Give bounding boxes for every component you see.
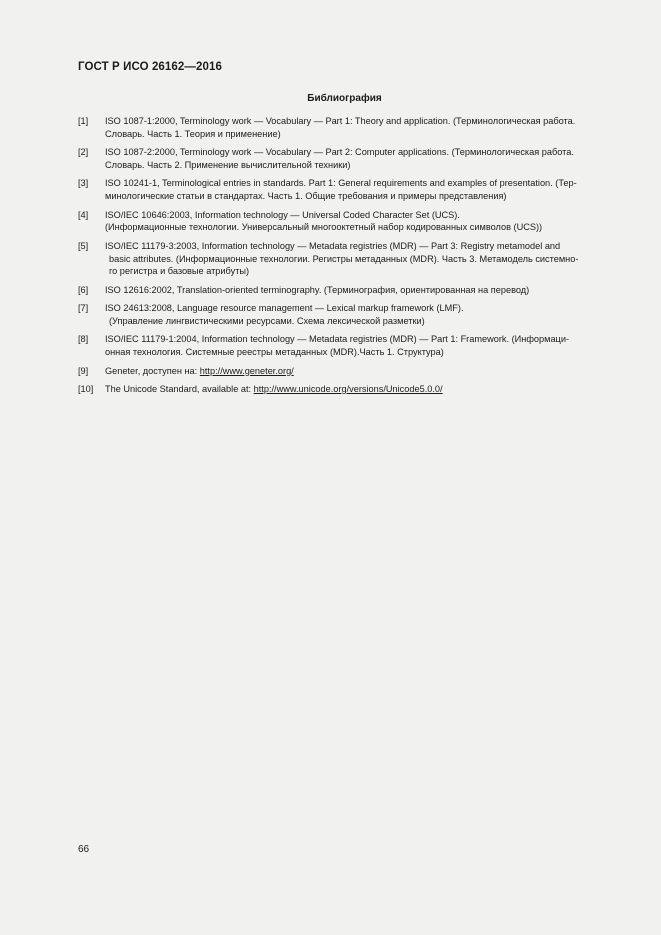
entry-text bbox=[105, 383, 618, 396]
entry-line: ISO 24613:2008, Language resource management — Lexical markup framework (LMF). bbox=[105, 303, 464, 314]
entry-line: ISO/IEC 11179-1:2004, Information technology — Metadata registries (MDR) — Part 1: Framework. (Информаци- bbox=[105, 334, 570, 345]
entry-number: [5] bbox=[78, 240, 89, 251]
entry-line: ISO 1087-2:2000, Terminology work — Vocabulary — Part 2: Computer applications. (Терминологическая работа. bbox=[105, 147, 574, 158]
entry-prefix: Geneter, доступен на: bbox=[105, 365, 200, 376]
entry-number: [1] bbox=[78, 116, 89, 126]
geneter-link[interactable]: http://www.geneter.org/ bbox=[199, 365, 294, 376]
bibliography-entry bbox=[78, 302, 618, 328]
entry-text bbox=[105, 284, 618, 297]
entry-line: (Информационные технологии. Универсальный многооктетный набор кодированных символов (UCS)) bbox=[105, 222, 543, 233]
bibliography-entry bbox=[78, 115, 618, 141]
bibliography-list bbox=[78, 115, 618, 401]
entry-text bbox=[105, 177, 618, 203]
entry-line: ISO 12616:2002, Translation-oriented terminography. (Терминография, ориентированная на перевод) bbox=[105, 284, 530, 295]
entry-number: [4] bbox=[78, 209, 89, 220]
entry-number: [2] bbox=[78, 147, 89, 158]
entry-number: [7] bbox=[78, 303, 89, 314]
bibliography-entry bbox=[78, 365, 618, 378]
unicode-link[interactable]: http://www.unicode.org/versions/Unicode5.0.0/ bbox=[253, 383, 443, 394]
entry-line: минологические статьи в стандартах. Часть 1. Общие требования и примеры представления) bbox=[105, 191, 507, 202]
entry-line: Словарь. Часть 1. Теория и применение) bbox=[105, 128, 281, 139]
entry-line: ISO 10241-1, Terminological entries in standards. Part 1: General requirements and examples of presentation. (Тер- bbox=[105, 178, 577, 189]
entry-number: [8] bbox=[78, 334, 89, 345]
entry-text bbox=[105, 240, 618, 278]
entry-number: [10] bbox=[78, 383, 94, 394]
entry-text bbox=[105, 146, 618, 172]
bibliography-entry bbox=[78, 209, 618, 235]
entry-text bbox=[105, 333, 618, 359]
entry-line: basic attributes. (Информационные технологии. Регистры метаданных (MDR). Часть 3. Метамодель системно- bbox=[109, 253, 579, 264]
entry-number: [9] bbox=[78, 365, 89, 376]
entry-line: ISO/IEC 11179-3:2003, Information technology — Metadata registries (MDR) — Part 3: Registry metamodel and bbox=[105, 240, 561, 251]
page-number: 66 bbox=[78, 844, 90, 855]
entry-text bbox=[105, 365, 618, 378]
bibliography-entry bbox=[78, 333, 618, 359]
bibliography-title: Библиография bbox=[307, 93, 382, 104]
entry-number: [3] bbox=[78, 178, 89, 189]
entry-number: [6] bbox=[78, 284, 89, 295]
entry-prefix: The Unicode Standard, available at: bbox=[105, 383, 254, 394]
bibliography-entry bbox=[78, 146, 618, 172]
entry-text bbox=[105, 302, 618, 328]
bibliography-entry bbox=[78, 284, 618, 297]
document-header: ГОСТ Р ИСО 26162—2016 bbox=[78, 61, 223, 73]
entry-text bbox=[105, 209, 618, 235]
bibliography-entry bbox=[78, 240, 618, 278]
entry-line: Словарь. Часть 2. Применение вычислительной техники) bbox=[105, 159, 351, 170]
entry-line: ISO/IEC 10646:2003, Information technology — Universal Coded Character Set (UCS). bbox=[105, 209, 460, 220]
bibliography-entry bbox=[78, 383, 618, 396]
entry-line: го регистра и базовые атрибуты) bbox=[109, 266, 250, 277]
entry-text bbox=[105, 115, 618, 141]
entry-line: онная технология. Системные реестры метаданных (MDR).Часть 1. Структура) bbox=[105, 347, 444, 358]
bibliography-entry bbox=[78, 177, 618, 203]
entry-line: ISO 1087-1:2000, Terminology work — Vocabulary — Part 1: Theory and application. (Терминологическая работа. bbox=[105, 116, 576, 126]
entry-line: (Управление лингвистическими ресурсами. Схема лексической разметки) bbox=[109, 315, 425, 326]
